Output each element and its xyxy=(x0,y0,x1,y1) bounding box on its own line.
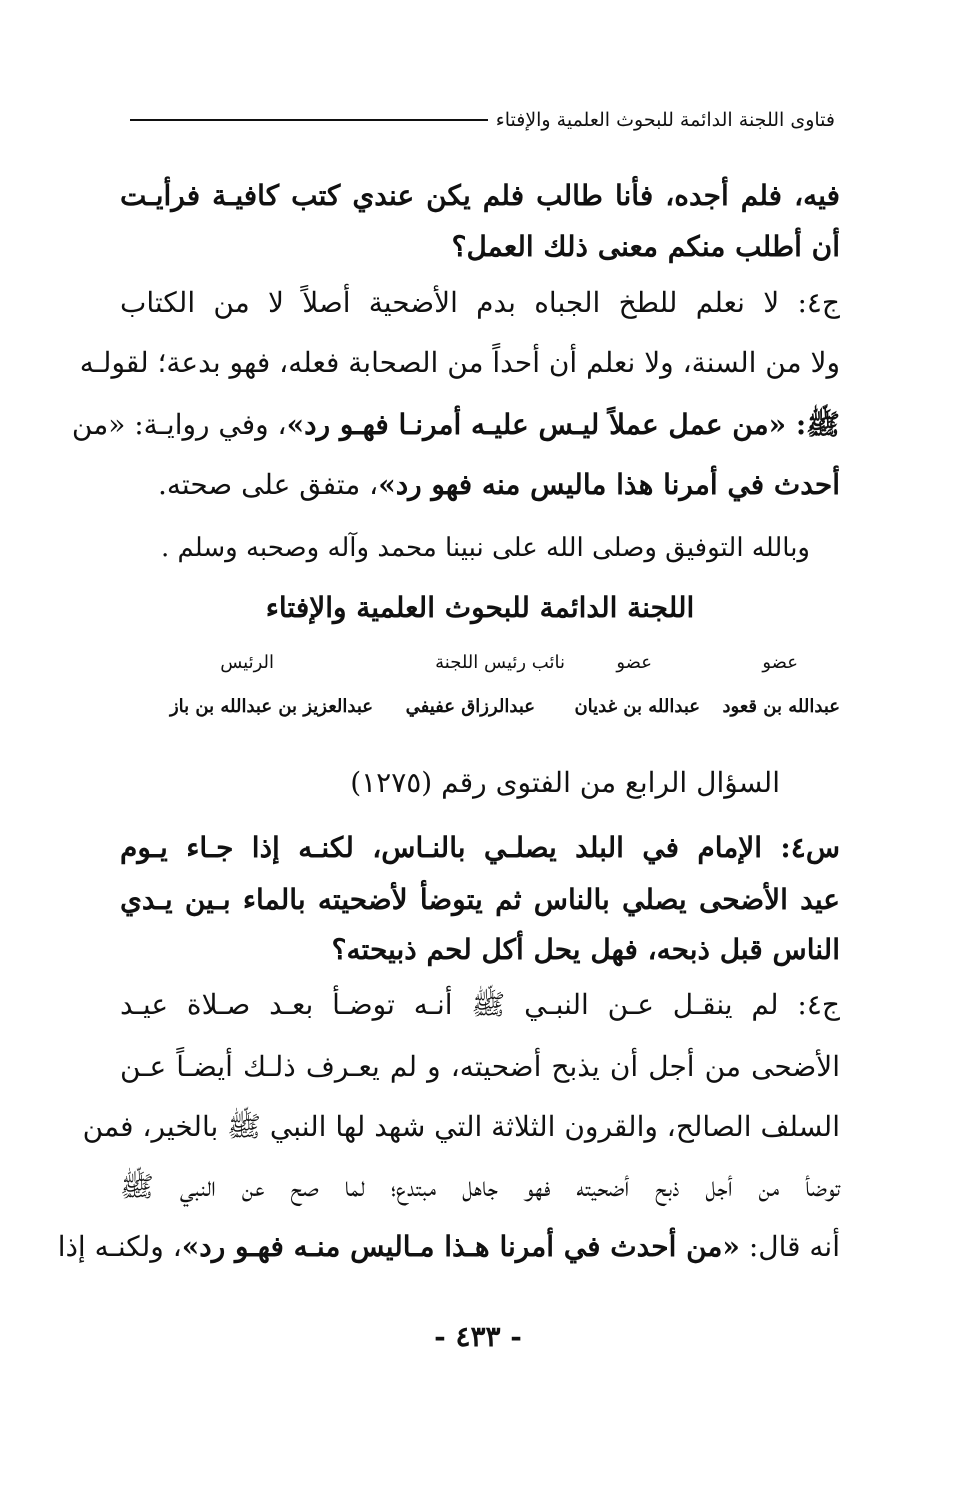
page-number: - ٤٣٣ - xyxy=(434,1320,522,1353)
hadith-quote: أحدث في أمرنا هذا ماليس منه فهو رد» xyxy=(378,468,840,501)
answer-line: توضأ من أجل ذبح أضحيته فهو جاهل مبتدع؛ لما صح عن النبي ﷺ xyxy=(120,1170,840,1203)
answer-text: ، ولكنـه إذا xyxy=(57,1230,182,1263)
question-line: الناس قبل ذبحه، فهل يحل أكل لحم ذبيحته؟ xyxy=(331,933,840,966)
signature-roles xyxy=(140,648,840,678)
header-title: فتاوى اللجنة الدائمة للبحوث العلمية والإفتاء xyxy=(495,109,835,131)
answer-line xyxy=(71,405,840,449)
vice-chairman-name: عبدالرزاق عفيفي xyxy=(405,696,535,717)
role-vice-chairman: نائب رئيس اللجنة xyxy=(435,652,565,673)
answer-line xyxy=(120,465,840,509)
answer-text: ، وفي روايـة: «من xyxy=(71,408,287,441)
hadith-quote: ﷺ: «من عمل عملاً ليـس عليـه أمرنـا فهـو رد» xyxy=(286,408,840,441)
answer-line: السلف الصالح، والقرون الثلاثة التي شهد لها النبي ﷺ بالخير، فمن xyxy=(82,1110,840,1143)
running-header xyxy=(130,100,835,140)
answer-line: ولا من السنة، ولا نعلم أن أحداً من الصحابة فعله، فهو بدعة؛ لقولـه xyxy=(79,346,840,379)
header-rule xyxy=(130,119,488,121)
member-name: عبدالله بن قعود xyxy=(722,696,840,717)
question-line: س٤: الإمام في البلد يصلـي بالنـاس، لكنـه إذا جـاء يـوم xyxy=(120,831,840,864)
answer-line: ج٤: لا نعلم للطخ الجباه بدم الأضحية أصلاً لا من الكتاب xyxy=(120,286,840,319)
answer-line xyxy=(57,1227,840,1271)
signature-names xyxy=(140,692,840,722)
answer-line: ج٤: لم ينقـل عـن النبـي ﷺ أنـه توضـأ بعـد صـلاة عيـد xyxy=(120,988,840,1021)
question-line: عيد الأضحى يصلي بالناس ثم يتوضأ لأضحيته بالماء بـين يـدي xyxy=(120,883,840,916)
answer-line: الأضحى من أجل أن يذبح أضحيته، و لم يعـرف ذلـك أيضـاً عـن xyxy=(120,1050,841,1083)
answer-text: أنه قال: xyxy=(739,1230,840,1263)
answer-text: ، متفق على صحته. xyxy=(157,468,379,501)
chairman-name: عبدالعزيز بن عبدالله بن باز xyxy=(169,696,373,717)
committee-title: اللجنة الدائمة للبحوث العلمية والإفتاء xyxy=(265,591,695,624)
fatwa-heading: السؤال الرابع من الفتوى رقم (١٢٧٥) xyxy=(350,766,780,799)
role-chairman: الرئيس xyxy=(220,652,274,673)
member-name: عبدالله بن غديان xyxy=(574,696,700,717)
question-continuation-line: أن أطلب منكم معنى ذلك العمل؟ xyxy=(451,230,840,263)
role-member: عضو xyxy=(762,652,798,673)
role-member: عضو xyxy=(616,652,652,673)
hadith-quote: «من أحدث في أمرنا هـذا مـاليس منـه فهـو رد» xyxy=(181,1230,740,1263)
question-continuation-line: فيه، فلم أجده، فأنا طالب فلم يكن عندي كتب كافيـة فرأيـت xyxy=(120,179,840,212)
closing-line: وبالله التوفيق وصلى الله على نبينا محمد وآله وصحبه وسلم . xyxy=(160,533,810,563)
